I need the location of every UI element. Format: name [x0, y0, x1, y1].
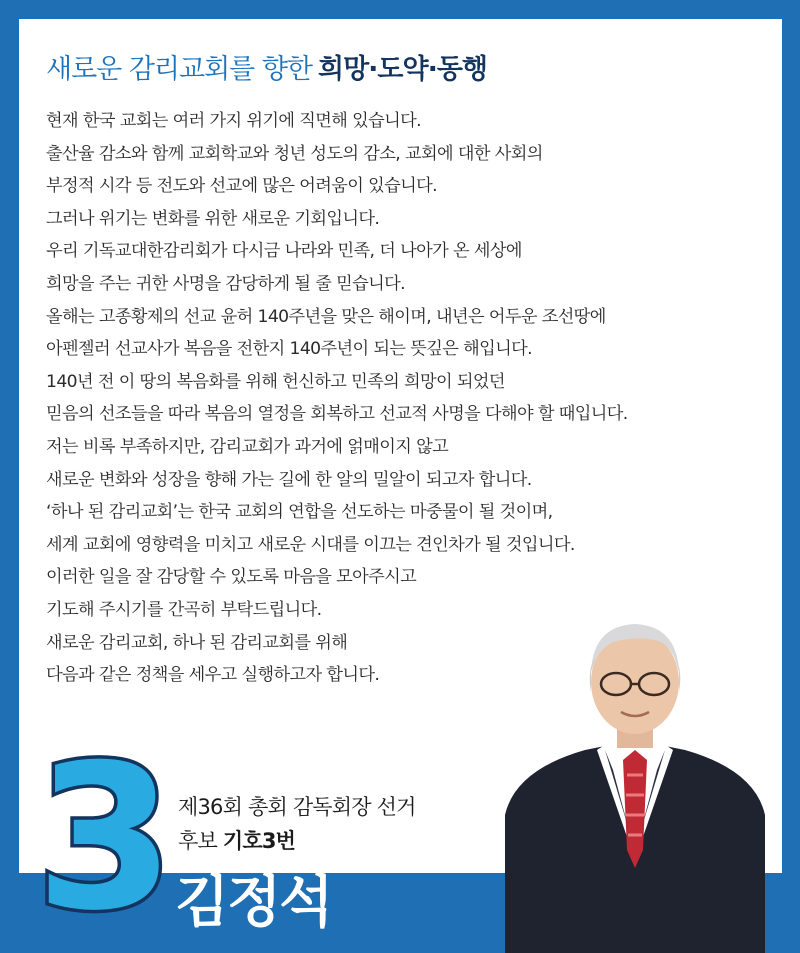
- body-line: ‘하나 된 감리교회’는 한국 교회의 연합을 선도하는 마중물이 될 것이며,: [46, 502, 553, 523]
- election-info: [178, 790, 416, 858]
- body-line: 희망을 주는 귀한 사명을 감당하게 될 줄 믿습니다.: [46, 273, 405, 294]
- headline-lead: 새로운 감리교회를 향한: [46, 54, 312, 85]
- body-line: 올해는 고종황제의 선교 윤허 140주년을 맞은 해이며, 내년은 어두운 조선땅에: [46, 306, 606, 327]
- headline: [46, 52, 487, 92]
- body-line: 140년 전 이 땅의 복음화를 위해 헌신하고 민족의 희망이 되었던: [46, 371, 505, 392]
- body-line: 출산율 감소와 함께 교회학교와 청년 성도의 감소, 교회에 대한 사회의: [46, 143, 543, 164]
- candidate-portrait-photo: [505, 600, 765, 953]
- big-number-3: 3: [35, 735, 175, 935]
- candidate-number-line: [178, 824, 416, 858]
- body-line: 현재 한국 교회는 여러 가지 위기에 직면해 있습니다.: [46, 111, 421, 131]
- body-line: 새로운 변화와 성장을 향해 가는 길에 한 알의 밀알이 되고자 합니다.: [46, 469, 532, 490]
- body-line: 저는 비록 부족하지만, 감리교회가 과거에 얽매이지 않고: [46, 436, 449, 457]
- election-title: 제36회 총회 감독회장 선거: [178, 795, 416, 819]
- candidate-prefix: 후보: [178, 829, 217, 853]
- body-line: 믿음의 선조들을 따라 복음의 열정을 회복하고 선교적 사명을 다해야 할 때입니다.: [46, 404, 628, 425]
- body-line: 그러나 위기는 변화를 위한 새로운 기회입니다.: [46, 208, 380, 229]
- body-line: 아펜젤러 선교사가 복음을 전한지 140주년이 되는 뜻깊은 해입니다.: [46, 339, 532, 360]
- body-line: 우리 기독교대한감리회가 다시금 나라와 민족, 더 나아가 온 세상에: [46, 241, 522, 262]
- headline-emphasis: 희망·도약·동행: [318, 54, 488, 85]
- body-line: 다음과 같은 정책을 세우고 실행하고자 합니다.: [46, 665, 380, 686]
- body-line: 부정적 시각 등 전도와 선교에 많은 어려움이 있습니다.: [46, 176, 437, 197]
- candidate-number: 기호3번: [222, 829, 296, 853]
- candidate-name: 김정석: [175, 870, 332, 935]
- candidate-number-graphic: [30, 735, 180, 935]
- body-line: 세계 교회에 영향력을 미치고 새로운 시대를 이끄는 견인차가 될 것입니다.: [46, 534, 575, 555]
- body-line: 새로운 감리교회, 하나 된 감리교회를 위해: [46, 632, 348, 653]
- body-line: 이러한 일을 잘 감당할 수 있도록 마음을 모아주시고: [46, 567, 417, 588]
- body-line: 기도해 주시기를 간곡히 부탁드립니다.: [46, 599, 322, 620]
